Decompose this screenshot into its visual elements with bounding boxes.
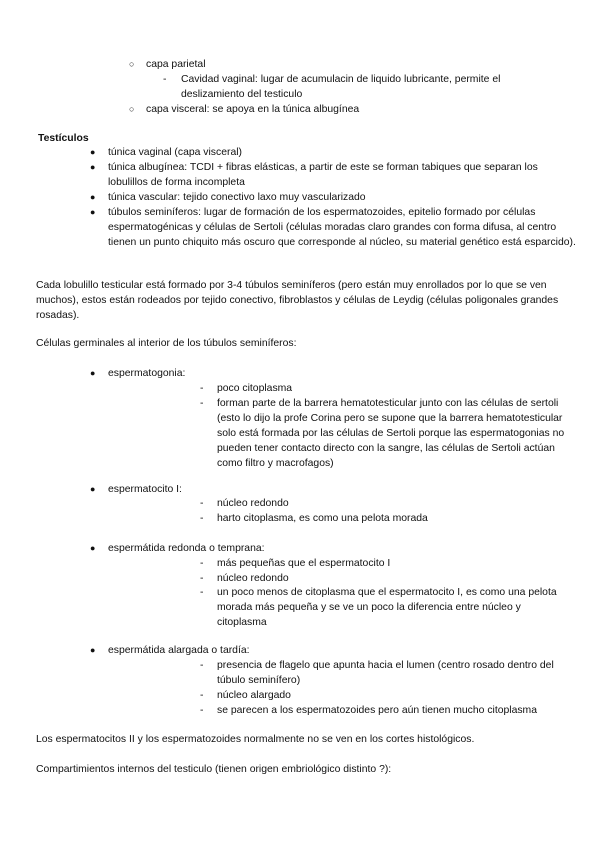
dash-bullet-icon: - xyxy=(200,705,204,716)
list-item: túnica vascular: tejido conectivo laxo muy vascularizado xyxy=(108,192,366,203)
list-item: capa visceral: se apoya en la túnica albugínea xyxy=(146,104,360,115)
list-item: poco citoplasma xyxy=(217,383,293,394)
list-item: núcleo redondo xyxy=(217,498,289,509)
dot-bullet-icon: ● xyxy=(90,192,96,202)
list-item: forman parte de la barrera hematotesticular junto con las células de sertoli (esto lo dijo la profe Corina pero se supone que la barrera hematotesticular solo está formada por las células de Sertoli porque las espermatogonias no pueden tener contacto directo con la sangre, las células de Sertoli actúan como filtro y macrofagos) xyxy=(217,398,565,469)
open-circle-bullet-icon: ○ xyxy=(129,104,135,114)
dash-bullet-icon: - xyxy=(200,573,204,584)
list-item: túbulos seminíferos: lugar de formación de los espermatozoides, epitelio formado por células espermatogénicas y células de Sertoli (células moradas claro grandes con forma difusa, al centro tienen un punto chiquito más oscuro que corresponde al núcleo, su material genético está esparcido). xyxy=(108,207,576,248)
dash-bullet-icon: - xyxy=(200,498,204,509)
list-item-title: espermatocito I: xyxy=(108,484,182,495)
list-item-title: espermatogonia: xyxy=(108,368,186,379)
list-item: capa parietal xyxy=(146,59,206,70)
list-item: harto citoplasma, es como una pelota morada xyxy=(217,513,428,524)
list-item-title: espermátida alargada o tardía: xyxy=(108,645,250,656)
dash-bullet-icon: - xyxy=(200,398,204,409)
open-circle-bullet-icon: ○ xyxy=(129,59,135,69)
dash-bullet-icon: - xyxy=(200,587,204,598)
dash-bullet-icon: - xyxy=(200,383,204,394)
dash-bullet-icon: - xyxy=(200,558,204,569)
section-heading: Testículos xyxy=(38,133,89,144)
dot-bullet-icon: ● xyxy=(90,543,96,553)
dash-bullet-icon: - xyxy=(200,513,204,524)
list-item: núcleo redondo xyxy=(217,573,289,584)
dot-bullet-icon: ● xyxy=(90,207,96,217)
list-item: más pequeñas que el espermatocito I xyxy=(217,558,391,569)
list-item: núcleo alargado xyxy=(217,690,291,701)
dash-bullet-icon: - xyxy=(200,660,204,671)
dot-bullet-icon: ● xyxy=(90,368,96,378)
paragraph: Los espermatocitos II y los espermatozoides normalmente no se ven en los cortes histológicos. xyxy=(36,734,475,745)
list-item: túnica vaginal (capa visceral) xyxy=(108,147,242,158)
list-item: Cavidad vaginal: lugar de acumulacin de liquido lubricante, permite el deslizamiento del testiculo xyxy=(181,74,501,100)
list-item: un poco menos de citoplasma que el espermatocito I, es como una pelota morada más pequeña y se ve un poco la diferencia entre núcleo y citoplasma xyxy=(217,587,557,628)
dot-bullet-icon: ● xyxy=(90,147,96,157)
dash-bullet-icon: - xyxy=(163,74,167,85)
dot-bullet-icon: ● xyxy=(90,484,96,494)
list-item-title: espermátida redonda o temprana: xyxy=(108,543,265,554)
dot-bullet-icon: ● xyxy=(90,645,96,655)
dash-bullet-icon: - xyxy=(200,690,204,701)
paragraph: Compartimientos internos del testiculo (tienen origen embriológico distinto ?): xyxy=(36,764,392,775)
list-item: presencia de flagelo que apunta hacia el lumen (centro rosado dentro del túbulo seminífero) xyxy=(217,660,554,686)
paragraph: Células germinales al interior de los túbulos seminíferos: xyxy=(36,338,297,349)
paragraph: Cada lobulillo testicular está formado por 3-4 túbulos seminíferos (pero están muy enrollados por lo que se ven muchos), estos están rodeados por tejido conectivo, fibroblastos y células de Leydig (células poligonales grandes rosadas). xyxy=(36,280,559,321)
list-item: túnica albugínea: TCDI + fibras elásticas, a partir de este se forman tabiques que separan los lobulillos de forma incompleta xyxy=(108,162,538,188)
dot-bullet-icon: ● xyxy=(90,162,96,172)
list-item: se parecen a los espermatozoides pero aún tienen mucho citoplasma xyxy=(217,705,537,716)
